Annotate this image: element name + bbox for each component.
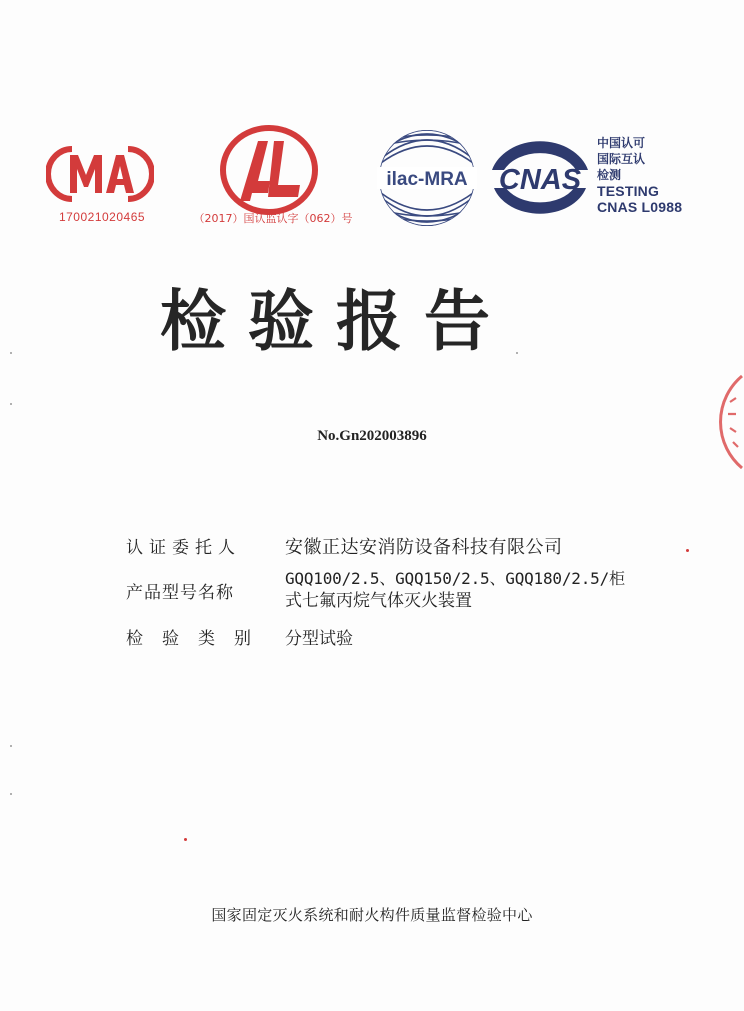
- report-title: 检验报告: [160, 283, 512, 360]
- test-type-value: 分型试验: [285, 629, 353, 649]
- cnas-logo: [484, 136, 596, 218]
- cnas-line-2: 国际互认: [597, 152, 646, 166]
- cnas-line-3: 检测: [597, 168, 622, 182]
- report-number: No.Gn202003896: [317, 428, 427, 444]
- official-seal-fragment: [700, 372, 744, 472]
- scan-speck: [10, 793, 12, 795]
- ilac-mra-logo: [375, 127, 479, 229]
- cnas-line-1: 中国认可: [597, 136, 646, 150]
- cnas-mark-text: CNAS: [498, 164, 582, 196]
- cnas-line-4: TESTING: [597, 183, 660, 199]
- ilac-mra-mark-text: ilac-MRA: [386, 169, 468, 190]
- product-label: 产品型号名称: [126, 583, 234, 603]
- issuing-organization: 国家固定灭火系统和耐火构件质量监督检验中心: [211, 906, 533, 924]
- test-type-label: 检验类别: [126, 629, 270, 649]
- scan-speck: [10, 352, 12, 354]
- scan-speck-red: [184, 838, 187, 841]
- client-value: 安徽正达安消防设备科技有限公司: [285, 537, 563, 558]
- cal-certificate-number: （2017）国认监认字（062）号: [193, 212, 353, 225]
- scan-speck: [10, 745, 12, 747]
- cma-logo: [46, 143, 154, 205]
- product-value: [285, 567, 705, 613]
- cal-logo: [218, 123, 320, 219]
- scan-speck-red: [686, 549, 689, 552]
- client-label: 认证委托人: [126, 538, 241, 558]
- product-value-line-2: 式七氟丙烷气体灭火装置: [285, 591, 472, 611]
- cma-certificate-number: 170021020465: [58, 210, 146, 224]
- scan-speck: [10, 403, 12, 405]
- cnas-accreditation-text: [597, 135, 682, 215]
- cnas-line-5: CNAS L0988: [597, 199, 683, 215]
- scan-speck: [516, 352, 518, 354]
- product-value-line-1: GQQ100/2.5、GQQ150/2.5、GQQ180/2.5/柜: [285, 569, 625, 588]
